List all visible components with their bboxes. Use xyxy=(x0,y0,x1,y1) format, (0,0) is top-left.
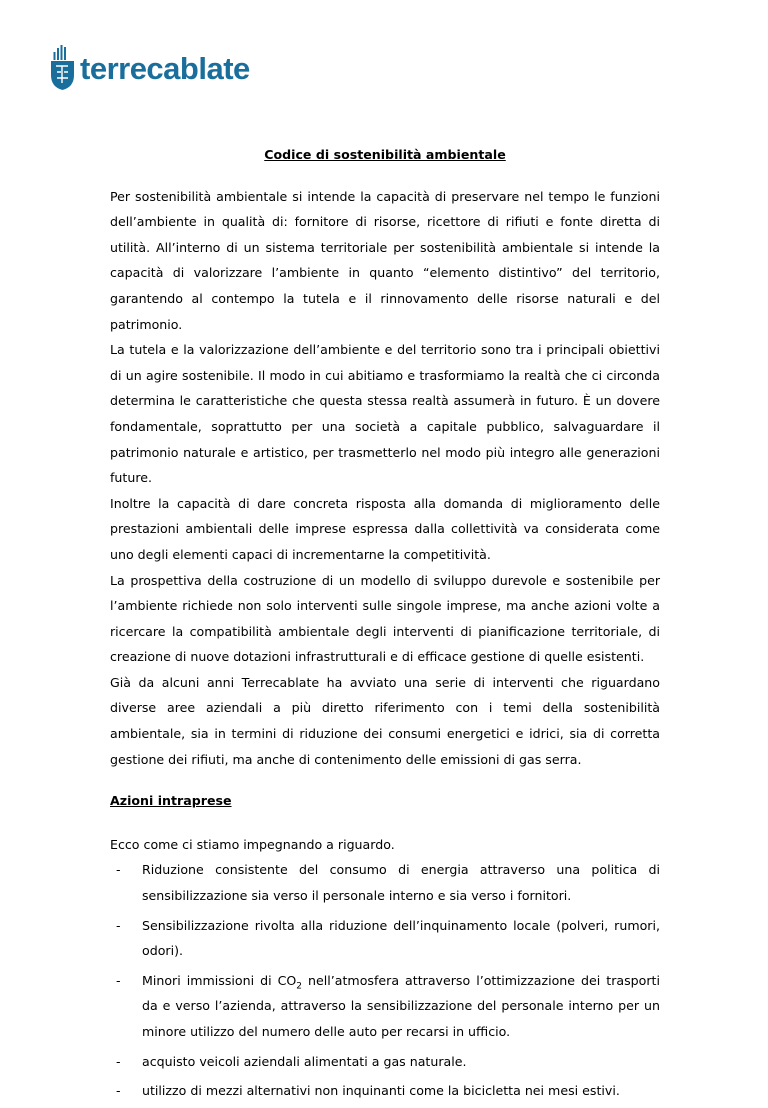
list-item xyxy=(110,968,660,1045)
logo-wordmark: terrecablate xyxy=(80,50,250,86)
document-body xyxy=(110,142,660,1108)
list-item xyxy=(110,913,660,964)
towers-emblem-icon xyxy=(48,45,78,91)
list-item-text: acquisto veicoli aziendali alimentati a gas naturale. xyxy=(142,1053,467,1069)
bullet-dash: - xyxy=(116,862,121,878)
bullet-dash: - xyxy=(116,1083,121,1099)
document-title: Codice di sostenibilità ambientale xyxy=(264,147,506,162)
list-item-text: Riduzione consistente del consumo di energia attraverso una politica di sensibilizzazione sia verso il personale interno e sia verso i fornitori. xyxy=(142,862,660,904)
section-heading: Azioni intraprese xyxy=(110,793,232,809)
list-item xyxy=(110,1078,660,1104)
company-logo xyxy=(48,44,250,92)
bullet-dash: - xyxy=(116,917,121,933)
list-item-text: Minori immissioni di $CO_2$ nell’atmosfera attraverso l’ottimizzazione dei trasporti da e verso l’azienda, attraverso la sensibilizzazione del personale interno per un minore utilizzo del numero delle auto per recarsi in ufficio. xyxy=(142,972,660,1039)
list-item xyxy=(110,1049,660,1075)
bullet-dash: - xyxy=(116,972,121,988)
body-paragraph: La tutela e la valorizzazione dell’ambiente e del territorio sono tra i principali obiettivi di un agire sostenibile. Il modo in cui abitiamo e trasformiamo la realtà che ci circonda determina le caratteristiche che questa stessa realtà assumerà in futuro. È un dovere fondamentale, soprattutto per una società a capitale pubblico, salvaguardare il patrimonio naturale e artistico, per trasmetterlo nel modo più integro alle generazioni future. xyxy=(110,342,660,486)
list-item-text: Sensibilizzazione rivolta alla riduzione dell’inquinamento locale (polveri, rumori, odori). xyxy=(142,917,660,959)
body-paragraph: La prospettiva della costruzione di un modello di sviluppo durevole e sostenibile per l’ambiente richiede non solo interventi sulle singole imprese, ma anche azioni volte a ricercare la compatibilità ambientale degli interventi di pianificazione territoriale, di creazione di nuove dotazioni infrastrutturali e di efficace gestione di quelle esistenti. xyxy=(110,572,660,665)
bullet-dash: - xyxy=(116,1053,121,1069)
list-item xyxy=(110,857,660,908)
body-paragraph: Già da alcuni anni Terrecablate ha avviato una serie di interventi che riguardano diverse aree aziendali a più diretto riferimento con i temi della sostenibilità ambientale, sia in termini di riduzione dei consumi energetici e idrici, sia di corretta gestione dei rifiuti, ma anche di contenimento delle emissioni di gas serra. xyxy=(110,674,660,767)
body-paragraph: Per sostenibilità ambientale si intende la capacità di preservare nel tempo le funzioni dell’ambiente in qualità di: fornitore di risorse, ricettore di rifiuti e fonte diretta di utilità. All’interno di un sistema territoriale per sostenibilità ambientale si intende la capacità di valorizzare l’ambiente in quanto “elemento distintivo” del territorio, garantendo al contempo la tutela e il rinnovamento delle risorse naturali e del patrimonio. xyxy=(110,188,660,332)
body-paragraph: Inoltre la capacità di dare concreta risposta alla domanda di miglioramento delle prestazioni ambientali delle imprese espressa dalla collettività va considerata come uno degli elementi capaci di incrementarne la competitività. xyxy=(110,495,660,562)
actions-list xyxy=(110,857,660,1103)
list-item-text: utilizzo di mezzi alternativi non inquinanti come la bicicletta nei mesi estivi. xyxy=(142,1083,620,1099)
section-intro: Ecco come ci stiamo impegnando a riguardo. xyxy=(110,836,395,852)
